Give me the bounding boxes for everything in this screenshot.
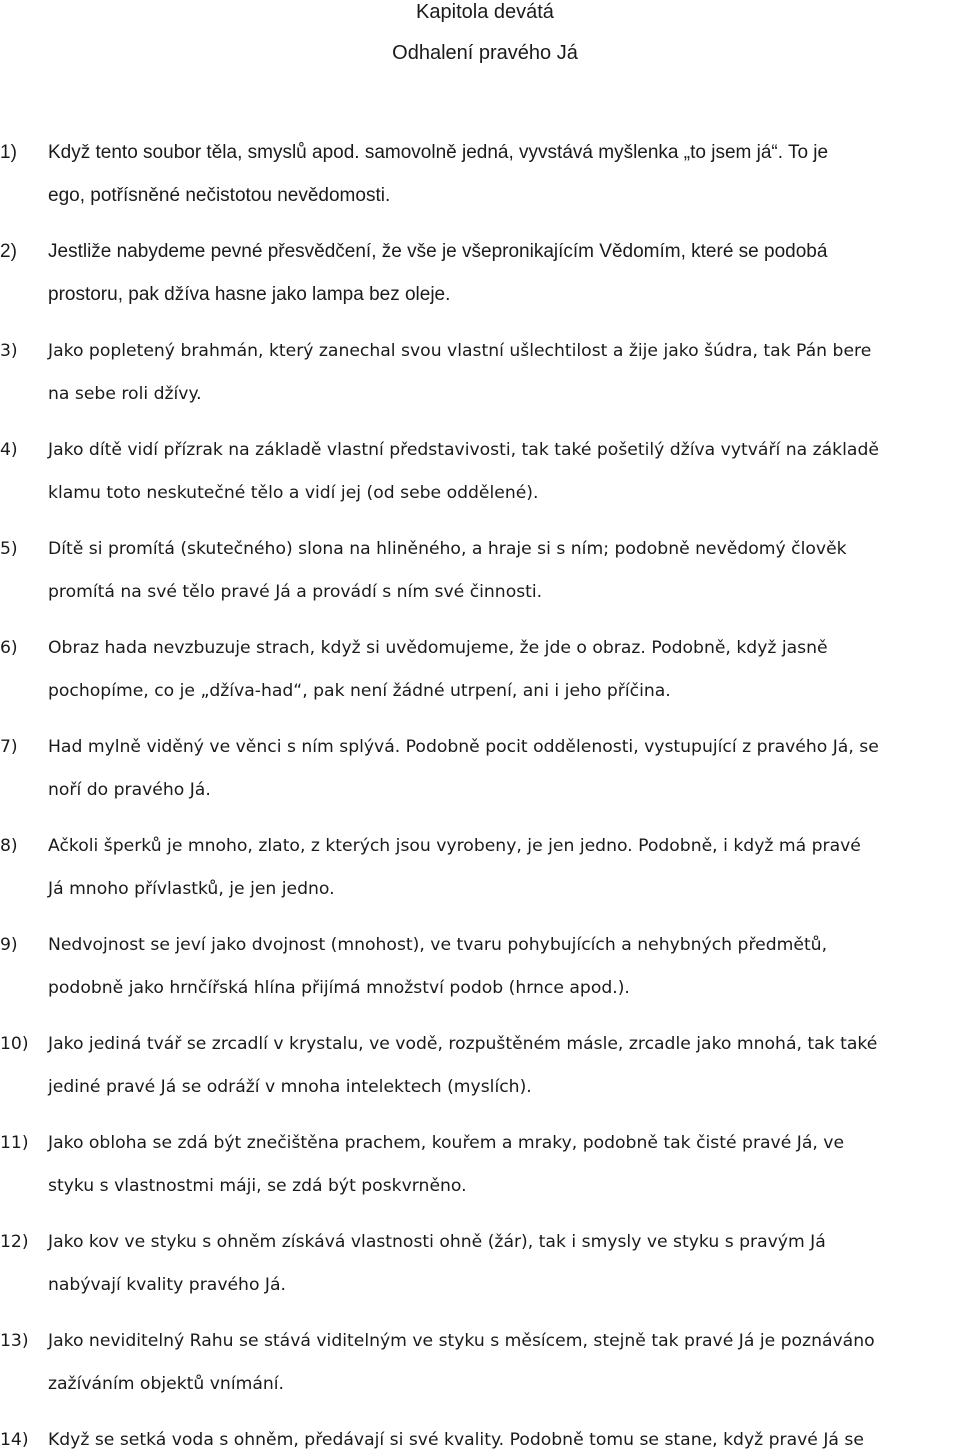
chapter-subtitle: Odhalení pravého Já [392,42,578,64]
item-number: 9) [0,935,18,955]
item-number: 12) [0,1232,29,1252]
item-text-line: promítá na své tělo pravé Já a provádí s ním své činnosti. [48,582,543,602]
item-number: 5) [0,539,18,559]
item-number: 11) [0,1133,29,1153]
item-text-line: Jako popletený brahmán, který zanechal svou vlastní ušlechtilost a žije jako šúdra, tak Pán bere [48,341,872,361]
item-text-line: Obraz hada nevzbuzuje strach, když si uvědomujeme, že jde o obraz. Podobně, když jasně [48,638,828,658]
item-text-line: noří do pravého Já. [48,780,211,800]
item-text-line: Nedvojnost se jeví jako dvojnost (mnohost), ve tvaru pohybujících a nehybných předmětů, [48,935,828,955]
item-text-line: Jako neviditelný Rahu se stává viditelným ve styku s měsícem, stejně tak pravé Já je poznáváno [48,1331,875,1351]
item-text-line: Jako obloha se zdá být znečištěna prachem, kouřem a mraky, podobně tak čisté pravé Já, ve [48,1133,845,1153]
item-text-line: Had mylně viděný ve věnci s ním splývá. Podobně pocit oddělenosti, vystupující z pravého Já, se [48,737,879,757]
item-text-line: Jako dítě vidí přízrak na základě vlastní představivosti, tak také pošetilý džíva vytváří na základě [48,440,879,460]
item-text-line: Když tento soubor těla, smyslů apod. samovolně jedná, vyvstává myšlenka „to jsem já“. To je [48,142,829,163]
item-number: 13) [0,1331,29,1351]
item-text-line: Jestliže nabydeme pevné přesvědčení, že vše je všepronikajícím Vědomím, které se podobá [48,241,828,262]
item-text-line: jediné pravé Já se odráží v mnoha intelektech (myslích). [48,1077,532,1097]
item-text-line: Jako jediná tvář se zrcadlí v krystalu, ve vodě, rozpuštěném másle, zrcadle jako mnohá, tak také [48,1034,878,1054]
item-text-line: Jako kov ve styku s ohněm získává vlastnosti ohně (žár), tak i smysly ve styku s pravým Já [48,1232,826,1252]
item-number: 3) [0,341,18,361]
item-number: 7) [0,737,18,757]
item-text-line: klamu toto neskutečné tělo a vidí jej (od sebe oddělené). [48,483,539,503]
item-text-line: zažíváním objektů vnímání. [48,1374,285,1394]
item-text-line: styku s vlastnostmi máji, se zdá být poskvrněno. [48,1176,467,1196]
item-number: 8) [0,836,18,856]
item-text-line: podobně jako hrnčířská hlína přijímá množství podob (hrnce apod.). [48,978,630,998]
item-text-line: Když se setká voda s ohněm, předávají si své kvality. Podobně tomu se stane, když pravé Já se [48,1430,864,1450]
item-text-line: nabývají kvality pravého Já. [48,1275,286,1295]
item-number: 6) [0,638,18,658]
item-number: 1) [0,142,17,163]
item-text-line: Já mnoho přívlastků, je jen jedno. [48,879,335,899]
item-number: 2) [0,241,17,262]
item-number: 4) [0,440,18,460]
item-text-line: ego, potřísněné nečistotou nevědomosti. [48,185,391,206]
item-text-line: prostoru, pak džíva hasne jako lampa bez oleje. [48,284,451,305]
item-text-line: pochopíme, co je „džíva-had“, pak není žádné utrpení, ani i jeho příčina. [48,681,671,701]
item-text-line: Dítě si promítá (skutečného) slona na hliněného, a hraje si s ním; podobně nevědomý člověk [48,539,847,559]
item-number: 10) [0,1034,29,1054]
item-number: 14) [0,1430,29,1450]
item-text-line: na sebe roli džívy. [48,384,202,404]
item-text-line: Ačkoli šperků je mnoho, zlato, z kterých jsou vyrobeny, je jen jedno. Podobně, i když má pravé [48,836,861,856]
chapter-heading: Kapitola devátá [416,1,554,23]
